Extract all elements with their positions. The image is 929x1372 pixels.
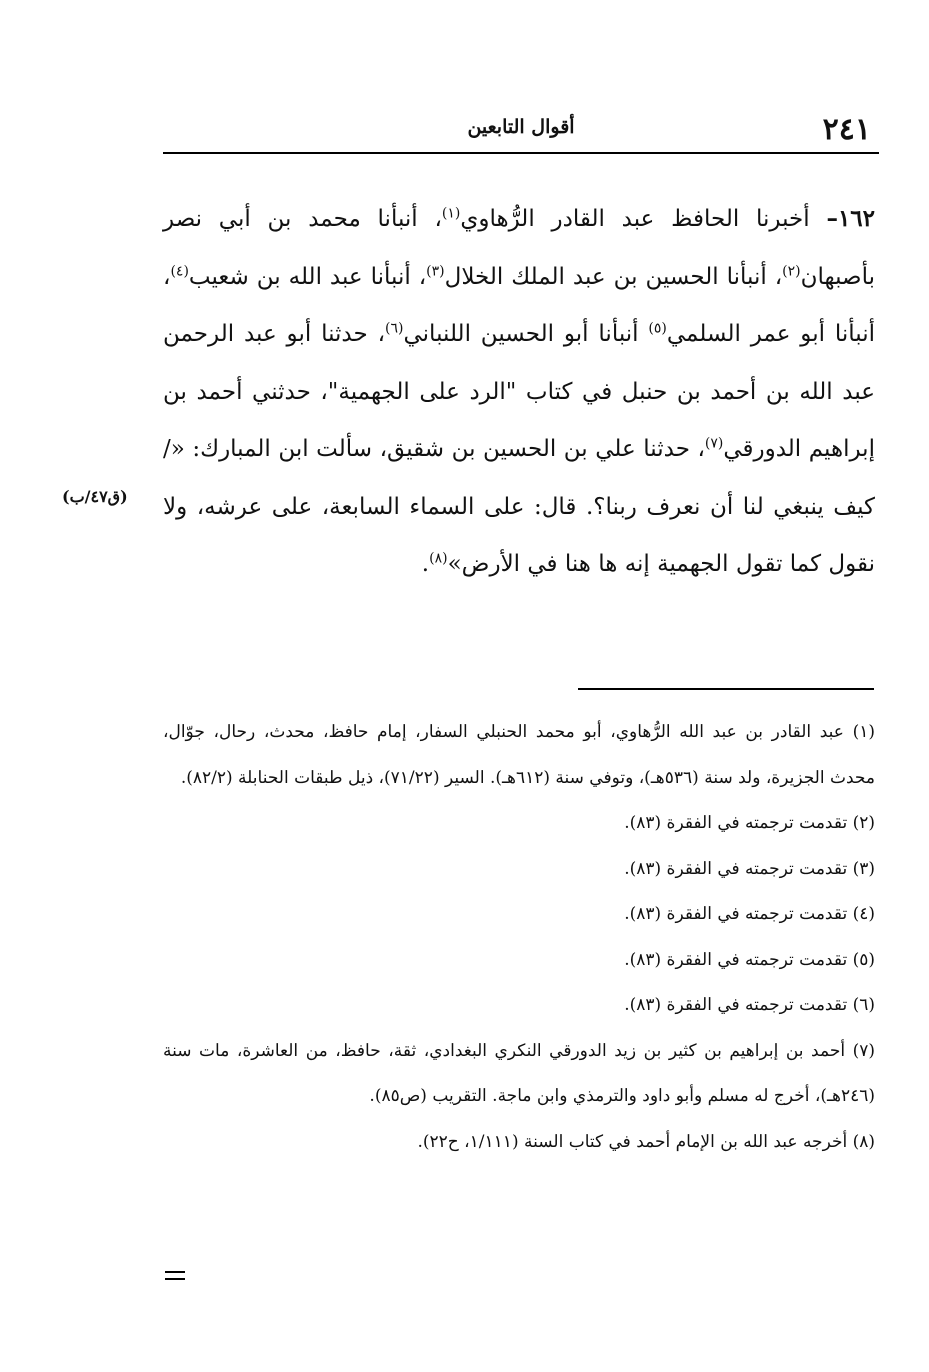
paragraph-text: ، أنبأنا الحسين بن عبد الملك الخلال xyxy=(444,263,783,290)
footnote-reference: (٦) xyxy=(385,320,404,337)
footnote-4: (٤) تقدمت ترجمته في الفقرة (٨٣). xyxy=(624,904,875,924)
paragraph-text: أخبرنا الحافظ عبد القادر الرُّهاوي xyxy=(460,206,810,232)
footnote-reference: (٥) xyxy=(648,320,667,337)
running-title: أقوال التابعين xyxy=(467,116,575,138)
paragraph-text: ، أنبأنا أبو عمر السلمي xyxy=(163,263,875,347)
paragraph-text: ، حدثنا أبو عبد الرحمن عبد الله بن أحمد بن حنبل في كتاب "الرد على الجهمية"، حدثني أحمد بن إبراهيم الدورقي xyxy=(163,321,875,462)
footnotes xyxy=(163,710,875,1165)
end-mark xyxy=(165,1271,185,1285)
footnote-3: (٣) تقدمت ترجمته في الفقرة (٨٣). xyxy=(624,858,875,879)
footnote-reference: (٤) xyxy=(170,262,189,279)
footnote-8: (٨) أخرجه عبد الله بن الإمام أحمد في كتاب السنة (١/١١١، ح٢٢). xyxy=(417,1131,875,1152)
footnote-5: (٥) تقدمت ترجمته في الفقرة (٨٣). xyxy=(624,949,875,970)
paragraph-text: ، أنبأنا محمد بن أبي نصر بأصبهان xyxy=(163,206,875,290)
main-paragraph xyxy=(163,190,875,594)
margin-note: (ق٤٧/ب) xyxy=(62,487,128,506)
footnote-reference: (٨) xyxy=(429,550,448,567)
footnote-6: (٦) تقدمت ترجمته في الفقرة (٨٣). xyxy=(624,995,875,1015)
paragraph-text: ، أنبأنا عبد الله بن شعيب xyxy=(188,263,427,290)
footnote-2: (٢) تقدمت ترجمته في الفقرة (٨٣). xyxy=(624,813,875,833)
footnote-separator xyxy=(578,688,874,690)
footnote-1: (١) عبد القادر بن عبد الله الرُّهاوي، أبو محمد الحنبلي السفار، إمام حافظ، محدث، رحال، جوّال، محدث الجزيرة، ولد سنة (٥٣٦هـ)، وتوفي سنة (٦١٢هـ). السير (٧١/٢٢)، ذيل طبقات الحنابلة (٨٢/٢). xyxy=(163,722,875,788)
paragraph-number: ١٦٢– xyxy=(826,205,876,232)
page-number: ٢٤١ xyxy=(822,112,871,147)
page-header xyxy=(163,112,879,150)
footnote-reference: (٣) xyxy=(426,262,445,279)
paragraph-text: . xyxy=(421,551,430,577)
header-rule xyxy=(163,152,879,154)
footnote-7: (٧) أحمد بن إبراهيم بن كثير بن زيد الدورقي النكري البغدادي، ثقة، حافظ، من العاشرة، مات سنة (٢٤٦هـ)، أخرج له مسلم وأبو داود والترمذي وابن ماجة. التقريب (ص٨٥). xyxy=(163,1040,875,1106)
footnote-reference: (٢) xyxy=(782,262,801,279)
footnote-reference: (١) xyxy=(441,205,461,222)
paragraph-text: أنبأنا أبو الحسين اللنباني xyxy=(403,321,649,347)
paragraph-text: ، حدثنا علي بن الحسين بن شقيق، سألت ابن المبارك: «/ كيف ينبغي لنا أن نعرف ربنا؟. قال: على السماء السابعة، على عرشه، ولا نقول كما تقول الجهمية إنه ها هنا في الأرض» xyxy=(163,436,875,577)
footnote-reference: (٧) xyxy=(704,435,724,452)
